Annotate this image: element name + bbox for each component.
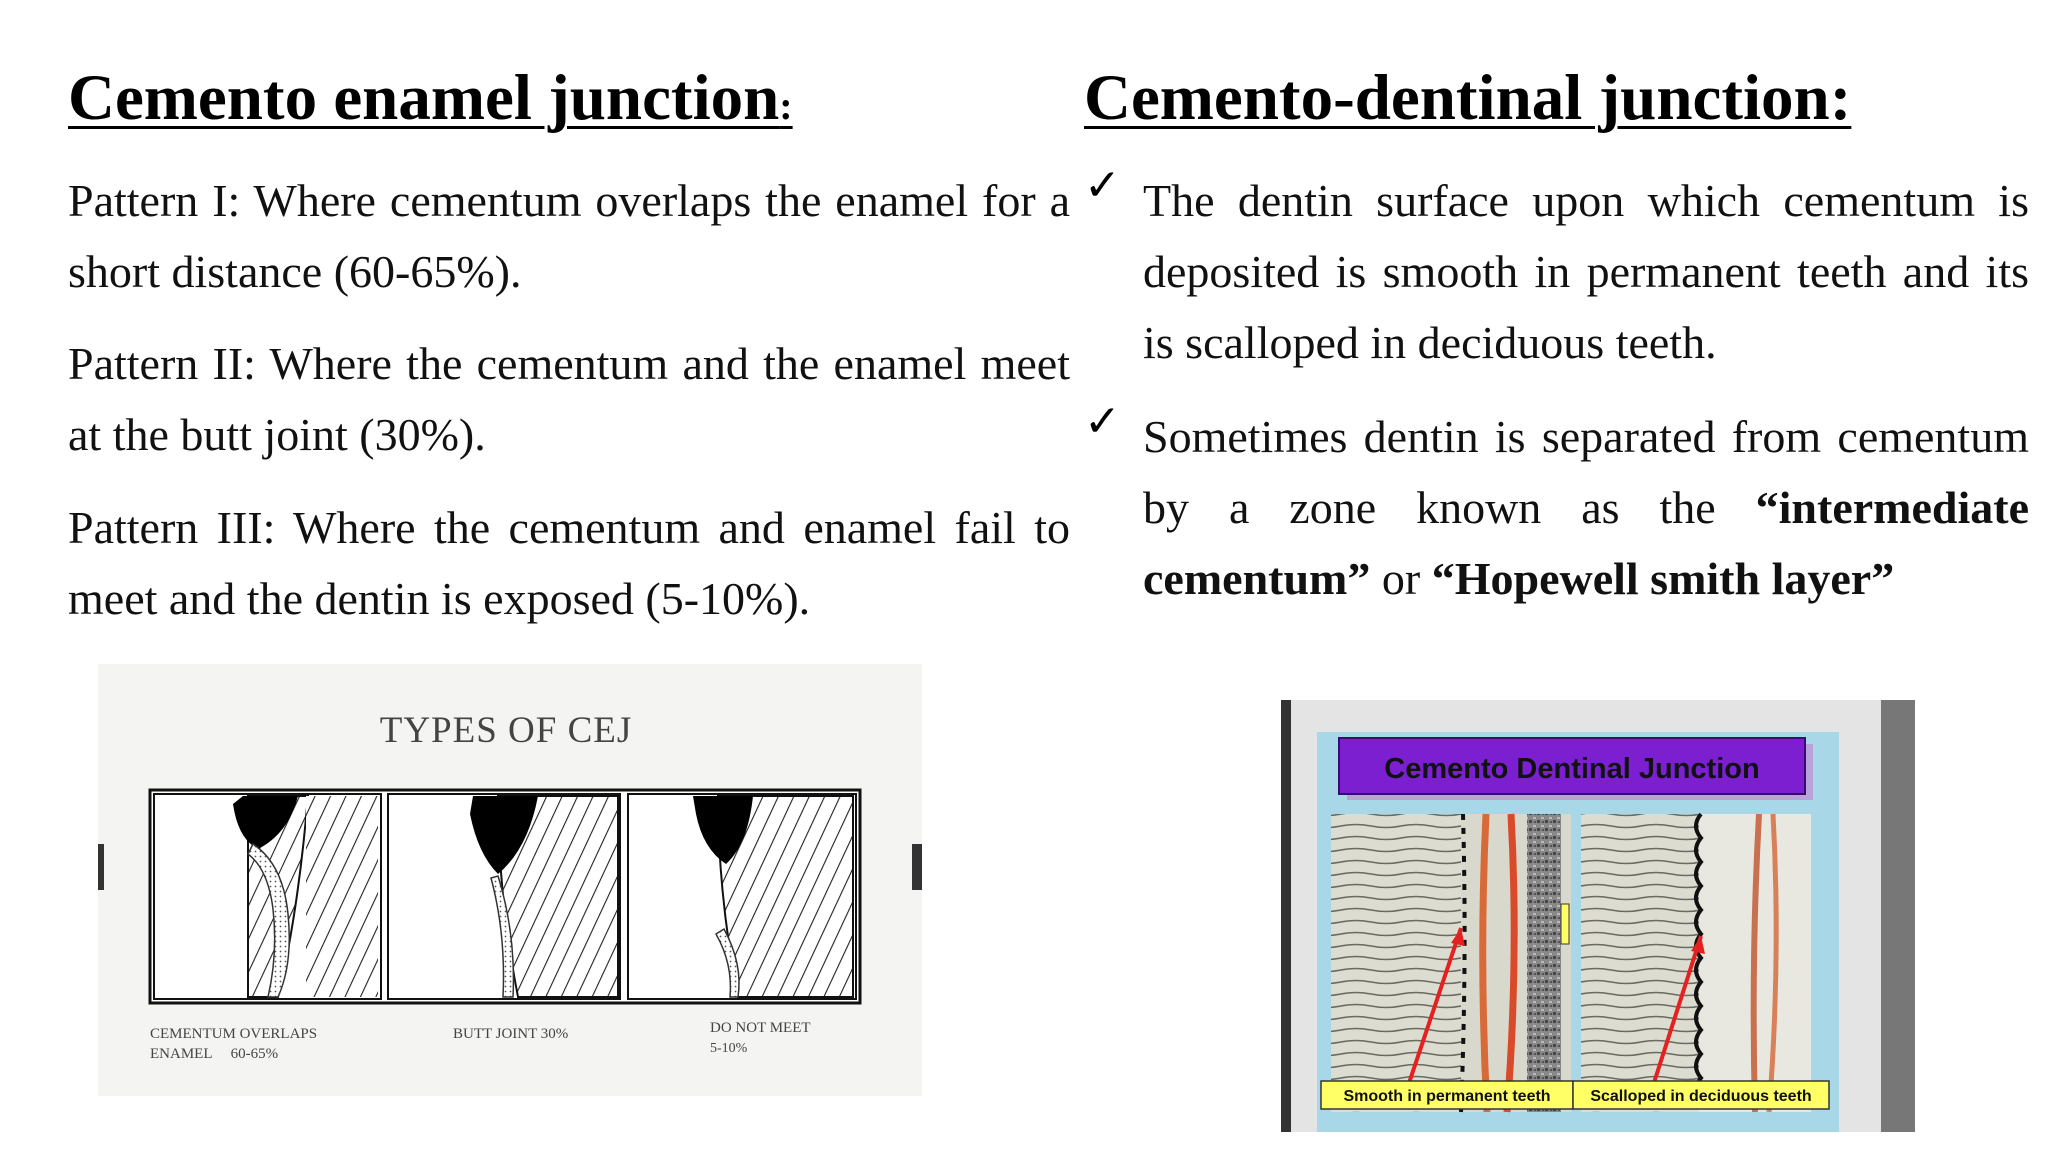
cej-types-illustration bbox=[98, 664, 922, 1096]
cdj-label-smooth: Smooth in permanent teeth bbox=[1343, 1088, 1551, 1105]
cej-caption-do-not-meet-1: DO NOT MEET bbox=[710, 1020, 811, 1036]
cej-heading-text: Cemento enamel junction bbox=[68, 62, 780, 134]
intermediate-cementum-term: “intermediate cementum” bbox=[1143, 482, 2029, 604]
cej-caption-do-not-meet-2: 5-10% bbox=[710, 1041, 748, 1056]
cdj-panel-scalloped bbox=[1581, 814, 1811, 1112]
cdj-heading: Cemento-dentinal junction: bbox=[1084, 62, 1852, 134]
cdj-bullet-2-or: or bbox=[1370, 553, 1432, 604]
pattern-3-text: Pattern III: Where the cementum and enamel fail to meet and the dentin is exposed (5-10%). bbox=[68, 502, 1070, 624]
pattern-2-text: Pattern II: Where the cementum and the enamel meet at the butt joint (30%). bbox=[68, 338, 1070, 460]
hopewell-smith-term: “Hopewell smith layer” bbox=[1431, 553, 1895, 604]
cej-heading-colon: : bbox=[779, 83, 793, 128]
cdj-bullet-1: The dentin surface upon which cementum is deposited is smooth in permanent teeth and its is scalloped in deciduous teeth. bbox=[1143, 175, 2029, 368]
cdj-bullet-2 bbox=[1143, 401, 2029, 614]
cej-figure-title: TYPES OF CEJ bbox=[379, 710, 633, 751]
cej-panel-butt-joint bbox=[388, 794, 620, 999]
cej-panel-overlap bbox=[154, 794, 381, 999]
pattern-1-text: Pattern I: Where cementum overlaps the enamel for a short distance (60-65%). bbox=[68, 175, 1070, 297]
cej-types-figure bbox=[98, 664, 922, 1096]
cdj-label-scalloped: Scalloped in deciduous teeth bbox=[1590, 1088, 1812, 1105]
cdj-panel-smooth bbox=[1331, 814, 1571, 1112]
cdj-bullet-2-text: Sometimes dentin is separated from cementum by a zone known as the bbox=[1143, 411, 2029, 533]
cdj-figure bbox=[1281, 700, 1915, 1132]
cej-panel-do-not-meet bbox=[628, 794, 856, 999]
cej-caption-overlap-1: CEMENTUM OVERLAPS bbox=[150, 1026, 318, 1042]
checkmark-icon: ✓ bbox=[1084, 160, 1121, 211]
cdj-illustration bbox=[1281, 700, 1915, 1132]
cej-caption-overlap-2: ENAMEL 60-65% bbox=[150, 1046, 279, 1062]
cej-heading bbox=[68, 58, 793, 146]
cdj-figure-title: Cemento Dentinal Junction bbox=[1384, 753, 1760, 785]
cej-caption-butt-joint: BUTT JOINT 30% bbox=[453, 1026, 569, 1042]
checkmark-icon: ✓ bbox=[1084, 396, 1121, 447]
